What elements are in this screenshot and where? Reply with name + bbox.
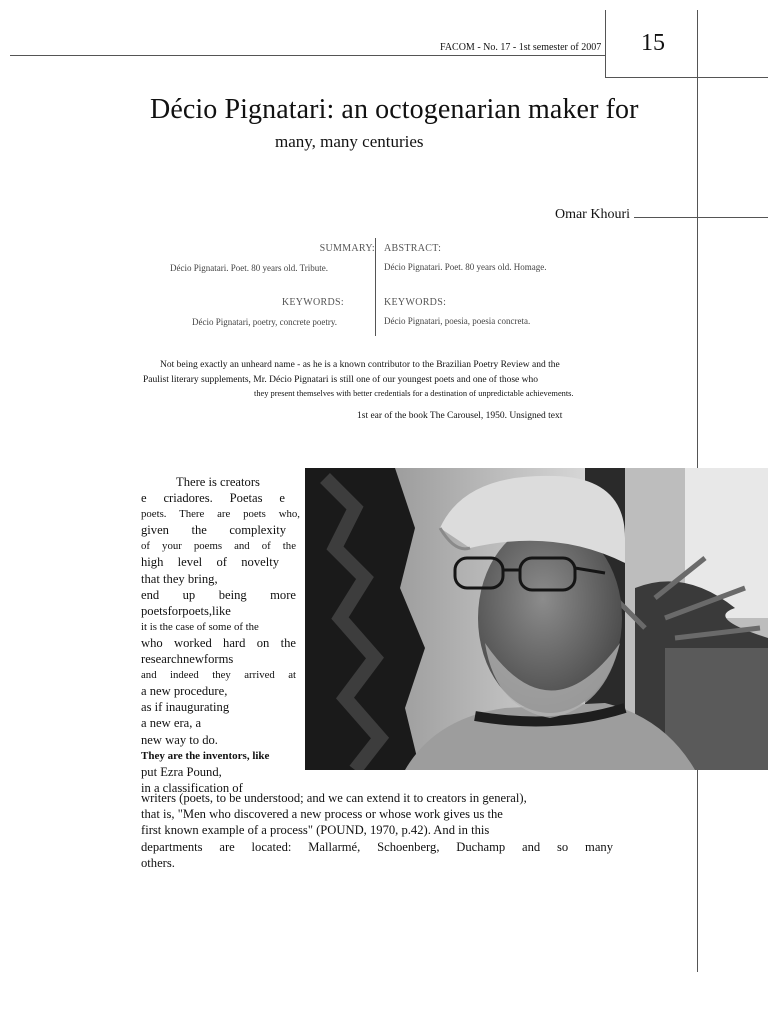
summary-label: SUMMARY: xyxy=(319,243,375,254)
body-column-full xyxy=(141,790,613,871)
author-name: Omar Khouri xyxy=(554,207,630,222)
body-column-left xyxy=(141,474,300,796)
keywords-label-right: KEYWORDS: xyxy=(384,297,447,308)
article-subtitle: many, many centuries xyxy=(275,132,424,151)
body-line: in a classification of xyxy=(141,780,243,795)
article-title: Décio Pignatari: an octogenarian maker for xyxy=(150,94,639,125)
body-line: that is, "Men who discovered a new process or whose work gives us the xyxy=(141,807,503,822)
epigraph-line: they present themselves with better credentials for a destination of unpredictable achievements. xyxy=(254,389,574,398)
keywords-text-right: Décio Pignatari, poesia, poesia concreta. xyxy=(384,316,531,326)
body-line: it is the case of some of the xyxy=(141,620,259,633)
body-line: poetsforpoets,like xyxy=(141,603,231,618)
body-line: that they bring, xyxy=(141,571,218,586)
journal-header: FACOM - No. 17 - 1st semester of 2007 xyxy=(440,42,602,53)
body-line: put Ezra Pound, xyxy=(141,764,222,779)
body-line: poets. There are poets who, xyxy=(141,508,300,521)
body-line: given the complexity xyxy=(141,523,286,538)
body-line: and indeed they arrived at xyxy=(141,669,296,682)
body-line: a new procedure, xyxy=(141,684,228,699)
body-line: others. xyxy=(141,855,175,870)
epigraph-source: 1st ear of the book The Carousel, 1950. Unsigned text xyxy=(357,411,563,421)
epigraph-line: Paulist literary supplements, Mr. Décio Pignatari is still one of our youngest poets and one of those who xyxy=(143,375,538,385)
summary-text: Décio Pignatari. Poet. 80 years old. Tribute. xyxy=(170,263,328,273)
abstract-label: ABSTRACT: xyxy=(384,243,442,254)
body-line: as if inaugurating xyxy=(141,700,230,715)
body-line: high level of novelty xyxy=(141,555,279,570)
body-line: departments are located: Mallarmé, Schoenberg, Duchamp and so many xyxy=(141,839,613,854)
body-line: There is creators xyxy=(176,475,260,489)
body-line: who worked hard on the xyxy=(141,635,296,650)
summary-divider xyxy=(375,238,376,336)
body-line: first known example of a process" (POUND, 1970, p.42). And in this xyxy=(141,823,490,838)
body-line: end up being more xyxy=(141,587,296,602)
page-number-box-bottom xyxy=(605,77,768,78)
abstract-text: Décio Pignatari. Poet. 80 years old. Homage. xyxy=(384,262,547,272)
body-line: new way to do. xyxy=(141,732,218,747)
header-rule xyxy=(10,55,606,56)
author-portrait-photo xyxy=(305,468,768,770)
epigraph-line: Not being exactly an unheard name - as he is a known contributor to the Brazilian Poetry Review and the xyxy=(160,360,560,370)
body-line: writers (poets, to be understood; and we can extend it to creators in general), xyxy=(141,791,527,805)
body-line: e criadores. Poetas e xyxy=(141,491,285,506)
page-number: 15 xyxy=(641,30,665,56)
body-line: of your poems and of the xyxy=(141,540,296,553)
page-number-box-left xyxy=(605,10,606,78)
keywords-label-left: KEYWORDS: xyxy=(281,297,344,308)
author-rule xyxy=(634,217,768,218)
portrait-illustration xyxy=(305,468,768,770)
body-line: They are the inventors, like xyxy=(141,749,270,762)
body-line: a new era, a xyxy=(141,716,202,731)
keywords-text-left: Décio Pignatari, poetry, concrete poetry. xyxy=(191,317,337,327)
body-line: researchnewforms xyxy=(141,652,234,667)
